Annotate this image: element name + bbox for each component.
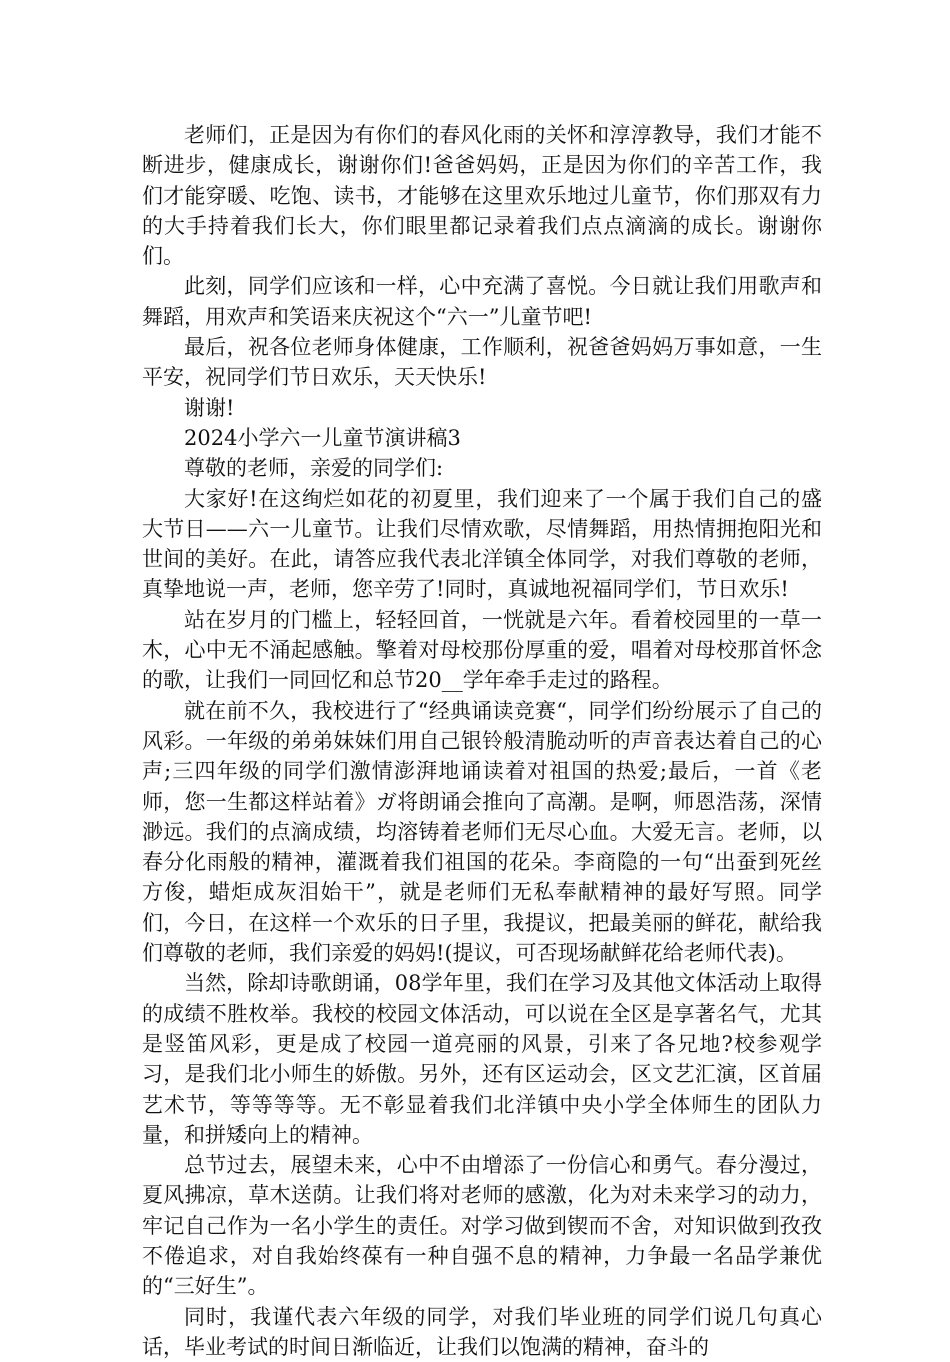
document-body [142,120,822,1362]
paragraph: 老师们，正是因为有你们的春风化雨的关怀和淳淳教导，我们才能不断进步，健康成长，谢谢你们!爸爸妈妈，正是因为你们的辛苦工作，我们才能穿暖、吃饱、读书，才能够在这里欢乐地过儿童节，你们那双有力的大手持着我们长大，你们眼里都记录着我们点点滴滴的成长。谢谢你们。 [142,123,822,269]
paragraph: 站在岁月的门槛上，轻轻回首，一恍就是六年。看着校园里的一草一木，心中无不涌起感触。擎着对母校那份厚重的爱，唱着对母校那首怀念的歌，让我们一同回忆和总节20__学年牵手走过的路程。 [142,607,822,693]
section-heading: 2024小学六一儿童节演讲稿3 [184,425,461,450]
paragraph: 就在前不久，我校进行了“经典诵读竞赛“，同学们纷纷展示了自己的风彩。一年级的弟弟妹妹们用自己银铃般清脆动听的声音表达着自己的心声;三四年级的同学们激情澎湃地诵读着对祖国的热爱;最后，一首《老师，您一生都这样站着》ガ将朗诵会推向了高潮。是啊，师恩浩荡，深情渺远。我们的点滴成绩，均溶铸着老师们无尽心血。大爱无言。老师，以春分化雨般的精神，灌溉着我们祖国的花朵。李商隐的一句“出蚕到死丝方俊，蜡炬成灰泪始干”，就是老师们无私奉献精神的最好写照。同学们，今日，在这样一个欢乐的日子里，我提议，把最美丽的鲜花，献给我们尊敬的老师，我们亲爱的妈妈!(提议，可否现场献鲜花给老师代表)。 [142,698,822,966]
paragraph: 总节过去，展望未来，心中不由增添了一份信心和勇气。春分漫过，夏风拂凉，草木送荫。让我们将对老师的感激，化为对未来学习的动力，牢记自己作为一名小学生的责任。对学习做到锲而不舍，对知识做到孜孜不倦追求，对自我始终葆有一种自强不息的精神，力争最一名品学兼优的“三好生”。 [142,1153,822,1299]
paragraph: 同时，我谨代表六年级的同学，对我们毕业班的同学们说几句真心话，毕业考试的时间日渐临近，让我们以饱满的精神，奋斗的 [142,1304,822,1359]
paragraph: 谢谢! [184,395,235,420]
paragraph: 大家好!在这绚烂如花的初夏里，我们迎来了一个属于我们自己的盛大节日——六一儿童节。让我们尽情欢歌，尽情舞蹈，用热情拥抱阳光和世间的美好。在此，请答应我代表北洋镇全体同学，对我们尊敬的老师，真挚地说一声，老师，您辛劳了!同时，真诚地祝福同学们，节日欢乐! [142,486,822,602]
salutation: 尊敬的老师，亲爱的同学们: [184,456,444,481]
paragraph: 此刻，同学们应该和一样，心中充满了喜悦。今日就让我们用歌声和舞蹈，用欢声和笑语来庆祝这个“六一”儿童节吧! [142,274,822,329]
paragraph: 当然，除却诗歌朗诵，08学年里，我们在学习及其他文体活动上取得的成绩不胜枚举。我校的校园文体活动，可以说在全区是享著名气，尤其是竖笛风彩，更是成了校园一道亮丽的风景，引来了各兄地?校参观学习，是我们北小师生的娇傲。另外，还有区运动会，区文艺汇演，区首届艺术节，等等等等。无不彰显着我们北洋镇中央小学全体师生的团队力量，和拼矮向上的精神。 [142,971,822,1147]
paragraph: 最后，祝各位老师身体健康，工作顺利，祝爸爸妈妈万事如意，一生平安，祝同学们节日欢乐，天天快乐! [142,335,822,390]
